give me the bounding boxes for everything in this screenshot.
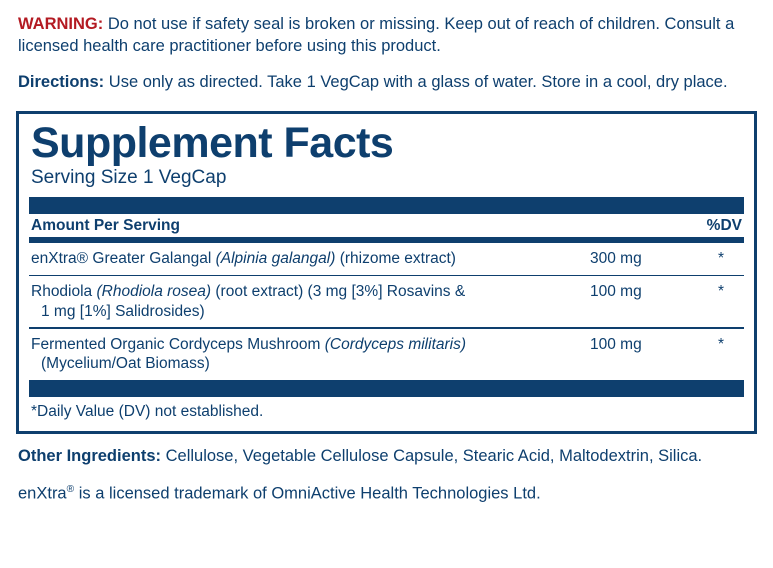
ingredient-name	[31, 335, 590, 374]
ingredient-amount: 300 mg	[590, 250, 642, 268]
ingredient-name-tail: (rhizome extract)	[335, 250, 456, 268]
table-row	[29, 329, 744, 380]
amount-per-serving-label: Amount Per Serving	[31, 217, 180, 235]
ingredient-dv: *	[717, 335, 725, 353]
table-row	[29, 276, 744, 327]
ingredient-name-main: enXtra® Greater Galangal	[31, 250, 216, 268]
directions-label: Directions:	[18, 72, 105, 91]
ingredient-name	[31, 282, 590, 321]
footer-bar	[29, 380, 744, 397]
trademark-text: is a licensed trademark of OmniActive Health Technologies Ltd.	[74, 484, 541, 503]
ingredient-name-second-line: 1 mg [1%] Salidrosides)	[41, 302, 205, 320]
registered-mark-icon: ®	[66, 484, 75, 496]
dv-header-label: %DV	[706, 217, 742, 235]
warning-text: Do not use if safety seal is broken or missing. Keep out of reach of children. Consult a licensed health care practitioner before using this product.	[18, 15, 735, 55]
supplement-facts-panel	[16, 111, 757, 433]
serving-size: Serving Size 1 VegCap	[31, 167, 227, 189]
ingredient-name-latin: (Cordyceps militaris)	[324, 335, 467, 353]
ingredient-amount: 100 mg	[590, 283, 642, 301]
directions-text: Use only as directed. Take 1 VegCap with a glass of water. Store in a cool, dry place.	[104, 72, 728, 91]
directions-paragraph	[16, 72, 757, 94]
ingredient-amount: 100 mg	[590, 335, 642, 353]
ingredient-name	[31, 249, 590, 269]
ingredient-name-main: Rhodiola	[31, 283, 97, 301]
other-ingredients-text: Cellulose, Vegetable Cellulose Capsule, Stearic Acid, Maltodextrin, Silica.	[161, 446, 703, 465]
ingredient-dv: *	[717, 250, 725, 268]
daily-value-note: *Daily Value (DV) not established.	[31, 402, 264, 420]
ingredient-name-latin: (Alpinia galangal)	[215, 250, 336, 268]
ingredient-name-main: Fermented Organic Cordyceps Mushroom	[31, 335, 325, 353]
supplement-facts-title: Supplement Facts	[31, 119, 394, 168]
header-bar	[29, 197, 744, 214]
ingredient-dv: *	[717, 283, 725, 301]
ingredient-name-tail: (root extract) (3 mg [3%] Rosavins &	[211, 283, 466, 301]
ingredient-name-latin: (Rhodiola rosea)	[96, 283, 212, 301]
warning-label: WARNING:	[18, 15, 104, 33]
table-row	[29, 243, 744, 275]
warning-paragraph	[16, 14, 757, 58]
ingredient-name-second-line: (Mycelium/Oat Biomass)	[41, 355, 210, 373]
trademark-brand: enXtra	[18, 484, 67, 503]
other-ingredients-paragraph	[18, 446, 757, 468]
amount-per-serving-header	[29, 214, 744, 237]
other-ingredients-label: Other Ingredients:	[18, 446, 162, 465]
trademark-notice	[18, 483, 757, 505]
